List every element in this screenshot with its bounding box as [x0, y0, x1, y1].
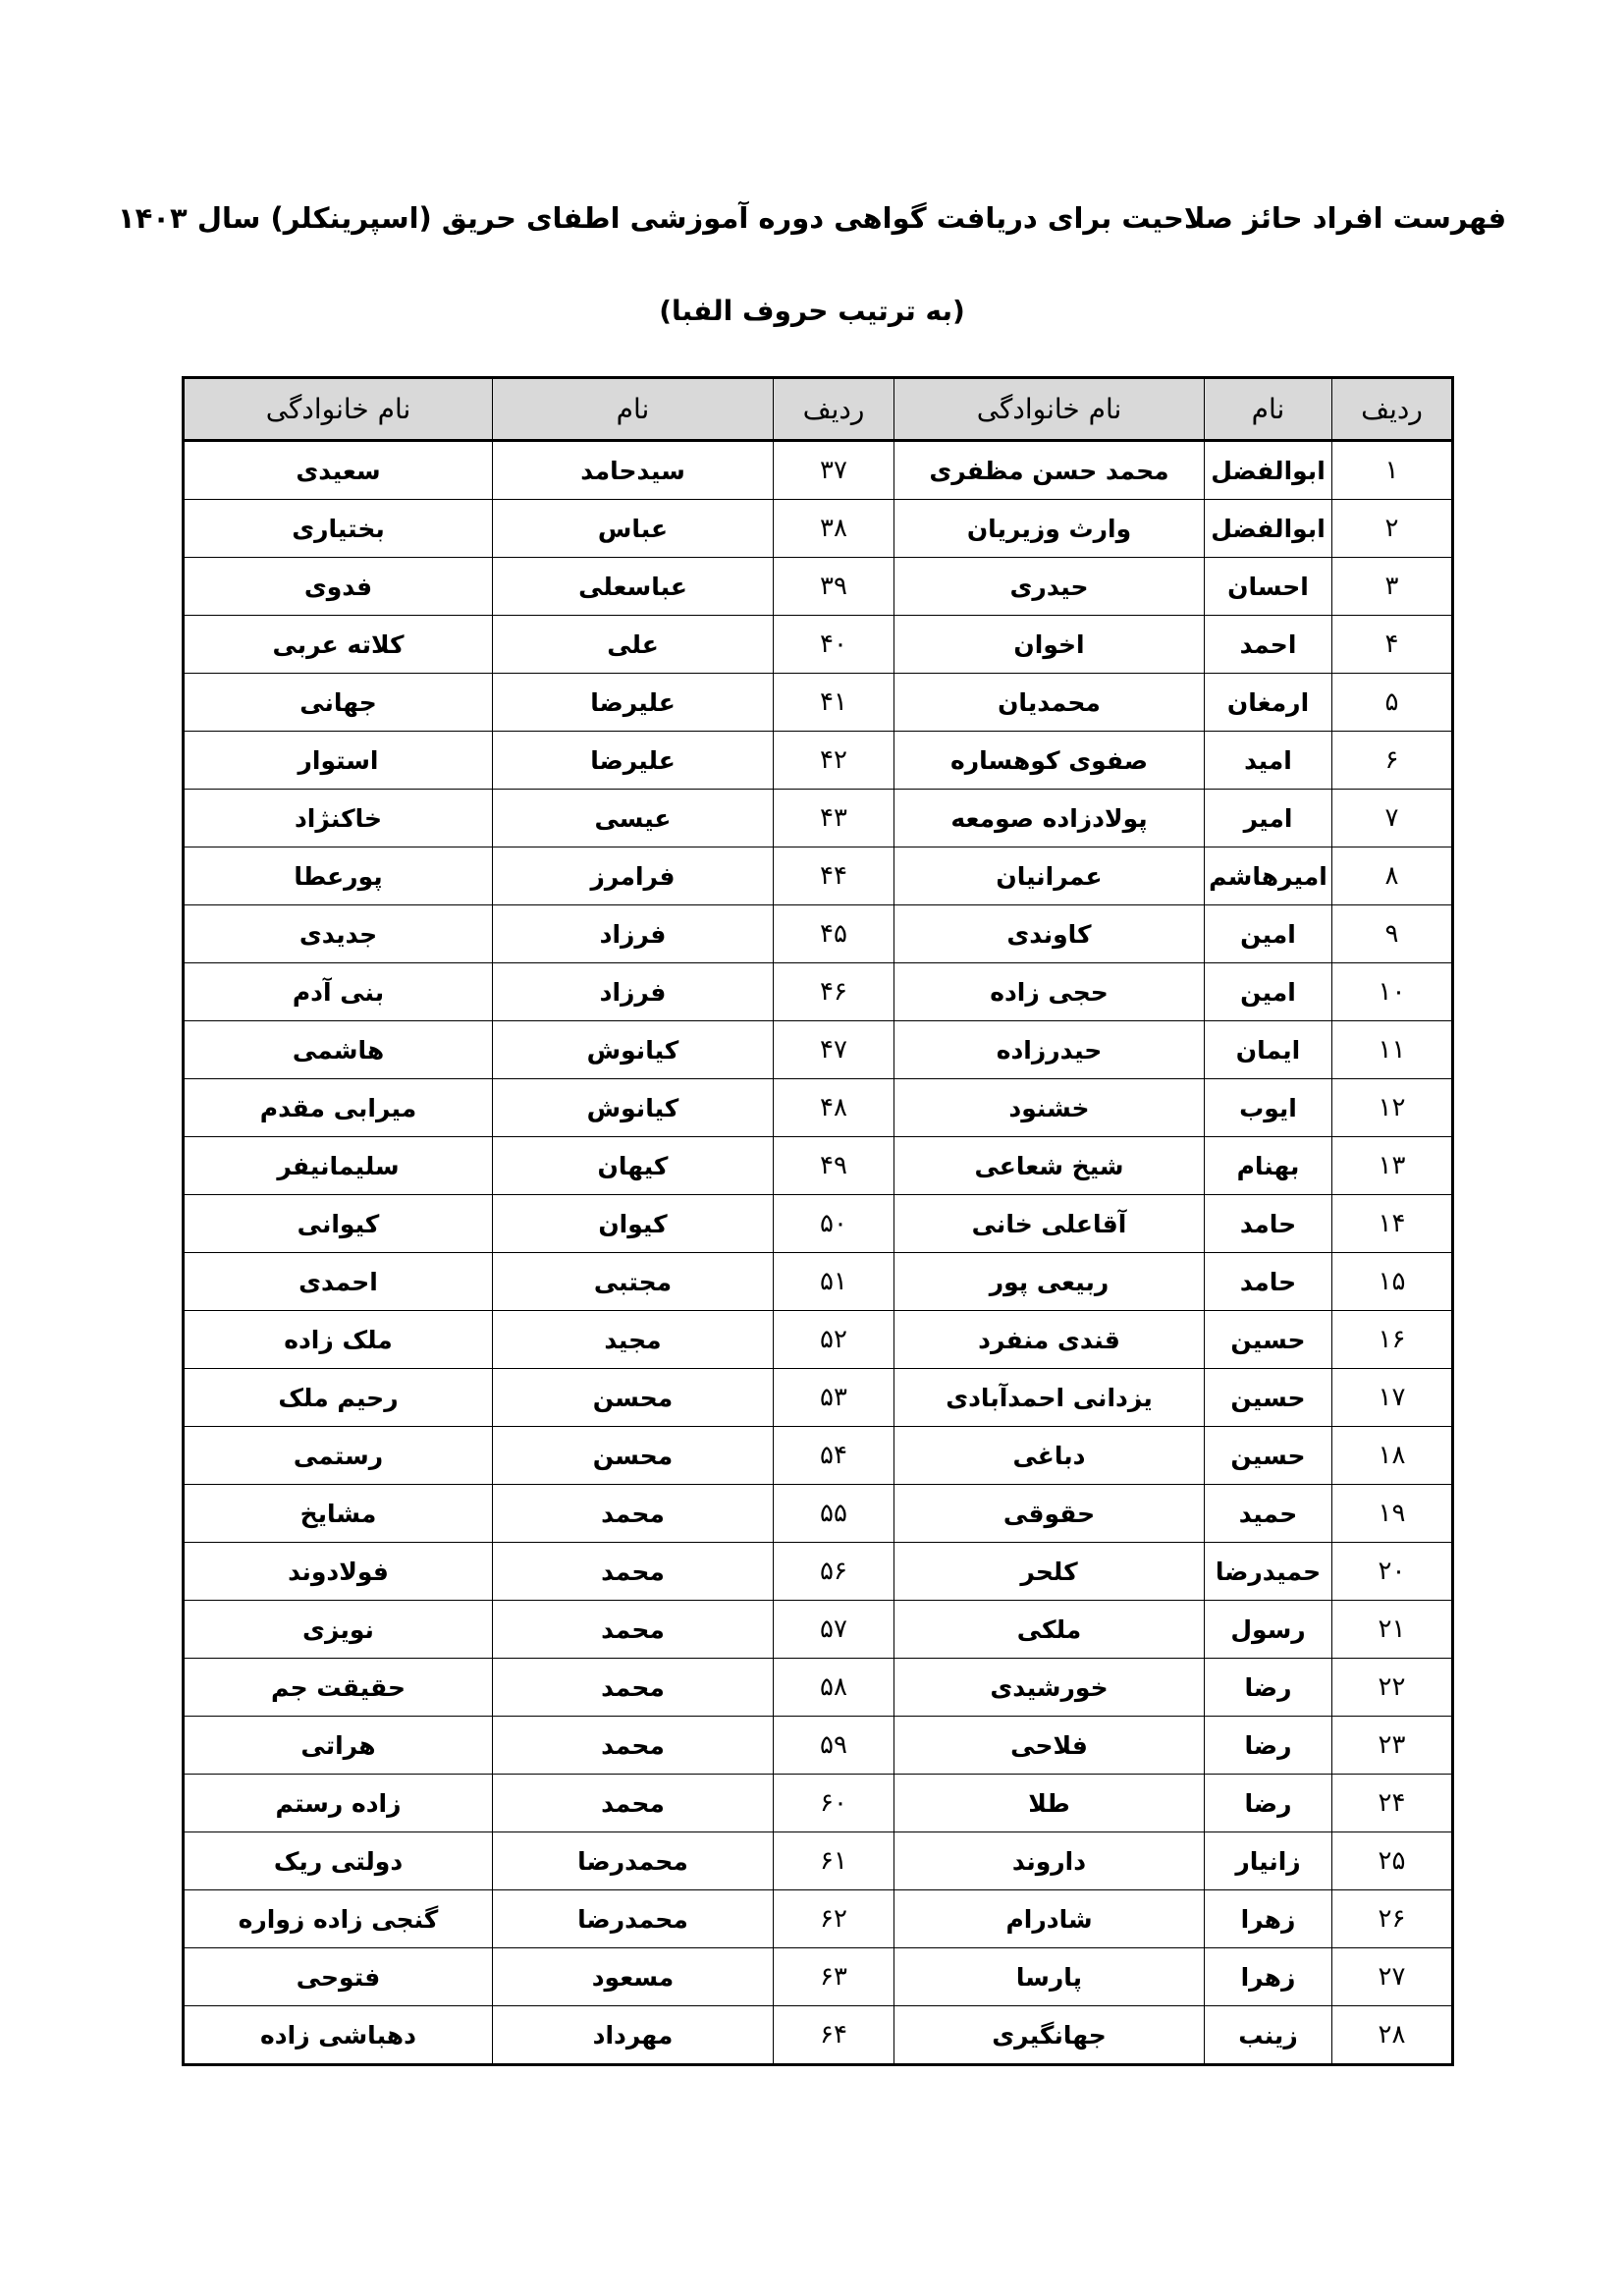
row-number-cell: ۴۹ [774, 1137, 894, 1195]
last-name-cell: آقاعلی خانی [894, 1195, 1205, 1253]
row-number-cell: ۶۱ [774, 1832, 894, 1890]
table-row [184, 1659, 1453, 1717]
first-name-cell: زینب [1205, 2006, 1332, 2065]
last-name-cell: کیوانی [184, 1195, 493, 1253]
row-number-cell: ۴۸ [774, 1079, 894, 1137]
last-name-cell: یزدانی احمدآبادی [894, 1369, 1205, 1427]
table-row [184, 1369, 1453, 1427]
first-name-cell: محمد [493, 1485, 774, 1543]
first-name-cell: زهرا [1205, 1948, 1332, 2006]
last-name-cell: حقیقت جم [184, 1659, 493, 1717]
first-name-cell: امین [1205, 905, 1332, 963]
first-name-cell: ابوالفضل [1205, 500, 1332, 558]
row-number-cell: ۱۴ [1332, 1195, 1453, 1253]
row-number-cell: ۷ [1332, 790, 1453, 847]
last-name-cell: اخوان [894, 616, 1205, 674]
header-first-name-2: نام [493, 378, 774, 441]
last-name-cell: دباغی [894, 1427, 1205, 1485]
first-name-cell: علیرضا [493, 674, 774, 732]
row-number-cell: ۵۹ [774, 1717, 894, 1775]
table-row [184, 1948, 1453, 2006]
last-name-cell: استوار [184, 732, 493, 790]
first-name-cell: کیانوش [493, 1079, 774, 1137]
last-name-cell: محمدیان [894, 674, 1205, 732]
first-name-cell: محمد [493, 1601, 774, 1659]
header-last-name-1: نام خانوادگی [894, 378, 1205, 441]
last-name-cell: بختیاری [184, 500, 493, 558]
table-row [184, 1195, 1453, 1253]
first-name-cell: ارمغان [1205, 674, 1332, 732]
row-number-cell: ۶۲ [774, 1890, 894, 1948]
row-number-cell: ۱۲ [1332, 1079, 1453, 1137]
first-name-cell: کیوان [493, 1195, 774, 1253]
last-name-cell: عمرانیان [894, 847, 1205, 905]
row-number-cell: ۲۳ [1332, 1717, 1453, 1775]
last-name-cell: خورشیدی [894, 1659, 1205, 1717]
row-number-cell: ۲۵ [1332, 1832, 1453, 1890]
first-name-cell: محسن [493, 1369, 774, 1427]
row-number-cell: ۶۰ [774, 1775, 894, 1832]
last-name-cell: رحیم ملک [184, 1369, 493, 1427]
row-number-cell: ۵۵ [774, 1485, 894, 1543]
last-name-cell: دهباشی زاده [184, 2006, 493, 2065]
first-name-cell: عباسعلی [493, 558, 774, 616]
table-row [184, 616, 1453, 674]
last-name-cell: زاده رستم [184, 1775, 493, 1832]
last-name-cell: وارث وزیریان [894, 500, 1205, 558]
last-name-cell: هراتی [184, 1717, 493, 1775]
last-name-cell: سلیمانیفر [184, 1137, 493, 1195]
row-number-cell: ۲۲ [1332, 1659, 1453, 1717]
last-name-cell: کلحر [894, 1543, 1205, 1601]
row-number-cell: ۳ [1332, 558, 1453, 616]
table-row [184, 1775, 1453, 1832]
first-name-cell: رسول [1205, 1601, 1332, 1659]
table-row [184, 1021, 1453, 1079]
first-name-cell: حسین [1205, 1369, 1332, 1427]
header-last-name-2: نام خانوادگی [184, 378, 493, 441]
row-number-cell: ۵۳ [774, 1369, 894, 1427]
last-name-cell: جهانی [184, 674, 493, 732]
table-row [184, 1717, 1453, 1775]
first-name-cell: محسن [493, 1427, 774, 1485]
last-name-cell: گنجی زاده زواره [184, 1890, 493, 1948]
table-body [184, 441, 1453, 2065]
certificate-eligible-table [182, 376, 1454, 2066]
row-number-cell: ۱۸ [1332, 1427, 1453, 1485]
table-row [184, 790, 1453, 847]
row-number-cell: ۵۸ [774, 1659, 894, 1717]
first-name-cell: علیرضا [493, 732, 774, 790]
row-number-cell: ۴۳ [774, 790, 894, 847]
table-row [184, 1427, 1453, 1485]
header-row-number-1: ردیف [1332, 378, 1453, 441]
table-row [184, 1890, 1453, 1948]
table-row [184, 963, 1453, 1021]
first-name-cell: حسین [1205, 1311, 1332, 1369]
row-number-cell: ۴۷ [774, 1021, 894, 1079]
first-name-cell: مهرداد [493, 2006, 774, 2065]
first-name-cell: محمدرضا [493, 1890, 774, 1948]
row-number-cell: ۱۹ [1332, 1485, 1453, 1543]
first-name-cell: زانیار [1205, 1832, 1332, 1890]
table-row [184, 1543, 1453, 1601]
first-name-cell: امید [1205, 732, 1332, 790]
table-row [184, 441, 1453, 500]
last-name-cell: داروند [894, 1832, 1205, 1890]
last-name-cell: هاشمی [184, 1021, 493, 1079]
first-name-cell: رضا [1205, 1775, 1332, 1832]
last-name-cell: سعیدی [184, 441, 493, 500]
row-number-cell: ۱۱ [1332, 1021, 1453, 1079]
row-number-cell: ۶۴ [774, 2006, 894, 2065]
first-name-cell: امیر [1205, 790, 1332, 847]
row-number-cell: ۳۷ [774, 441, 894, 500]
first-name-cell: مسعود [493, 1948, 774, 2006]
row-number-cell: ۵ [1332, 674, 1453, 732]
last-name-cell: فولادوند [184, 1543, 493, 1601]
first-name-cell: حسین [1205, 1427, 1332, 1485]
first-name-cell: محمد [493, 1775, 774, 1832]
first-name-cell: مجید [493, 1311, 774, 1369]
last-name-cell: حجی زاده [894, 963, 1205, 1021]
first-name-cell: حامد [1205, 1253, 1332, 1311]
table-row [184, 1079, 1453, 1137]
first-name-cell: محمد [493, 1543, 774, 1601]
table-row [184, 558, 1453, 616]
first-name-cell: محمد [493, 1659, 774, 1717]
row-number-cell: ۶۳ [774, 1948, 894, 2006]
row-number-cell: ۲۸ [1332, 2006, 1453, 2065]
last-name-cell: پارسا [894, 1948, 1205, 2006]
last-name-cell: جهانگیری [894, 2006, 1205, 2065]
row-number-cell: ۱۶ [1332, 1311, 1453, 1369]
last-name-cell: ملکی [894, 1601, 1205, 1659]
first-name-cell: فرزاد [493, 963, 774, 1021]
first-name-cell: مجتبی [493, 1253, 774, 1311]
first-name-cell: حامد [1205, 1195, 1332, 1253]
last-name-cell: فتوحی [184, 1948, 493, 2006]
first-name-cell: محمد [493, 1717, 774, 1775]
last-name-cell: طلا [894, 1775, 1205, 1832]
row-number-cell: ۵۰ [774, 1195, 894, 1253]
last-name-cell: خاکنژاد [184, 790, 493, 847]
table-row [184, 1485, 1453, 1543]
table-header-row [184, 378, 1453, 441]
row-number-cell: ۳۹ [774, 558, 894, 616]
first-name-cell: ایوب [1205, 1079, 1332, 1137]
row-number-cell: ۵۴ [774, 1427, 894, 1485]
document-title: فهرست افراد حائز صلاحیت برای دریافت گواهی دوره آموزشی اطفای حریق (اسپرینکلر) سال ۱۴۰۳ [117, 201, 1507, 235]
row-number-cell: ۵۲ [774, 1311, 894, 1369]
first-name-cell: فرزاد [493, 905, 774, 963]
first-name-cell: عباس [493, 500, 774, 558]
row-number-cell: ۲۷ [1332, 1948, 1453, 2006]
first-name-cell: ابوالفضل [1205, 441, 1332, 500]
row-number-cell: ۶ [1332, 732, 1453, 790]
table-row [184, 905, 1453, 963]
first-name-cell: ایمان [1205, 1021, 1332, 1079]
row-number-cell: ۲۱ [1332, 1601, 1453, 1659]
row-number-cell: ۴۴ [774, 847, 894, 905]
table-row [184, 2006, 1453, 2065]
table-row [184, 674, 1453, 732]
first-name-cell: احمد [1205, 616, 1332, 674]
last-name-cell: احمدی [184, 1253, 493, 1311]
row-number-cell: ۲ [1332, 500, 1453, 558]
row-number-cell: ۱ [1332, 441, 1453, 500]
last-name-cell: بنی آدم [184, 963, 493, 1021]
table-row [184, 1601, 1453, 1659]
first-name-cell: بهنام [1205, 1137, 1332, 1195]
row-number-cell: ۲۴ [1332, 1775, 1453, 1832]
last-name-cell: میرابی مقدم [184, 1079, 493, 1137]
row-number-cell: ۳۸ [774, 500, 894, 558]
row-number-cell: ۱۳ [1332, 1137, 1453, 1195]
row-number-cell: ۲۶ [1332, 1890, 1453, 1948]
last-name-cell: جدیدی [184, 905, 493, 963]
row-number-cell: ۱۵ [1332, 1253, 1453, 1311]
first-name-cell: حمیدرضا [1205, 1543, 1332, 1601]
first-name-cell: رضا [1205, 1659, 1332, 1717]
last-name-cell: کاوندی [894, 905, 1205, 963]
last-name-cell: فلاحی [894, 1717, 1205, 1775]
table-row [184, 1137, 1453, 1195]
last-name-cell: ربیعی پور [894, 1253, 1205, 1311]
row-number-cell: ۴۵ [774, 905, 894, 963]
first-name-cell: کیانوش [493, 1021, 774, 1079]
last-name-cell: نویزی [184, 1601, 493, 1659]
row-number-cell: ۴۶ [774, 963, 894, 1021]
last-name-cell: پولادزاده صومعه [894, 790, 1205, 847]
header-first-name-1: نام [1205, 378, 1332, 441]
first-name-cell: کیهان [493, 1137, 774, 1195]
first-name-cell: امین [1205, 963, 1332, 1021]
first-name-cell: عیسی [493, 790, 774, 847]
header-row-number-2: ردیف [774, 378, 894, 441]
last-name-cell: محمد حسن مظفری [894, 441, 1205, 500]
table-row [184, 1832, 1453, 1890]
last-name-cell: حقوقی [894, 1485, 1205, 1543]
document-subtitle: (به ترتیب حروف الفبا) [659, 295, 965, 327]
row-number-cell: ۴۰ [774, 616, 894, 674]
row-number-cell: ۱۷ [1332, 1369, 1453, 1427]
first-name-cell: حمید [1205, 1485, 1332, 1543]
last-name-cell: حیدری [894, 558, 1205, 616]
table-row [184, 500, 1453, 558]
first-name-cell: رضا [1205, 1717, 1332, 1775]
last-name-cell: خشنود [894, 1079, 1205, 1137]
table-row [184, 1311, 1453, 1369]
last-name-cell: قندی منفرد [894, 1311, 1205, 1369]
last-name-cell: دولتی ریک [184, 1832, 493, 1890]
last-name-cell: فدوی [184, 558, 493, 616]
last-name-cell: شادرام [894, 1890, 1205, 1948]
first-name-cell: علی [493, 616, 774, 674]
last-name-cell: صفوی کوهساره [894, 732, 1205, 790]
first-name-cell: سیدحامد [493, 441, 774, 500]
row-number-cell: ۹ [1332, 905, 1453, 963]
last-name-cell: شیخ شعاعی [894, 1137, 1205, 1195]
last-name-cell: پورعطا [184, 847, 493, 905]
first-name-cell: زهرا [1205, 1890, 1332, 1948]
first-name-cell: فرامرز [493, 847, 774, 905]
first-name-cell: محمدرضا [493, 1832, 774, 1890]
last-name-cell: کلاته عربی [184, 616, 493, 674]
row-number-cell: ۴۱ [774, 674, 894, 732]
last-name-cell: مشایخ [184, 1485, 493, 1543]
table-row [184, 847, 1453, 905]
row-number-cell: ۵۱ [774, 1253, 894, 1311]
row-number-cell: ۴۲ [774, 732, 894, 790]
row-number-cell: ۲۰ [1332, 1543, 1453, 1601]
row-number-cell: ۱۰ [1332, 963, 1453, 1021]
row-number-cell: ۵۷ [774, 1601, 894, 1659]
table-row [184, 732, 1453, 790]
row-number-cell: ۴ [1332, 616, 1453, 674]
row-number-cell: ۸ [1332, 847, 1453, 905]
row-number-cell: ۵۶ [774, 1543, 894, 1601]
last-name-cell: ملک زاده [184, 1311, 493, 1369]
first-name-cell: امیرهاشم [1205, 847, 1332, 905]
table-row [184, 1253, 1453, 1311]
last-name-cell: حیدرزاده [894, 1021, 1205, 1079]
last-name-cell: رستمی [184, 1427, 493, 1485]
first-name-cell: احسان [1205, 558, 1332, 616]
